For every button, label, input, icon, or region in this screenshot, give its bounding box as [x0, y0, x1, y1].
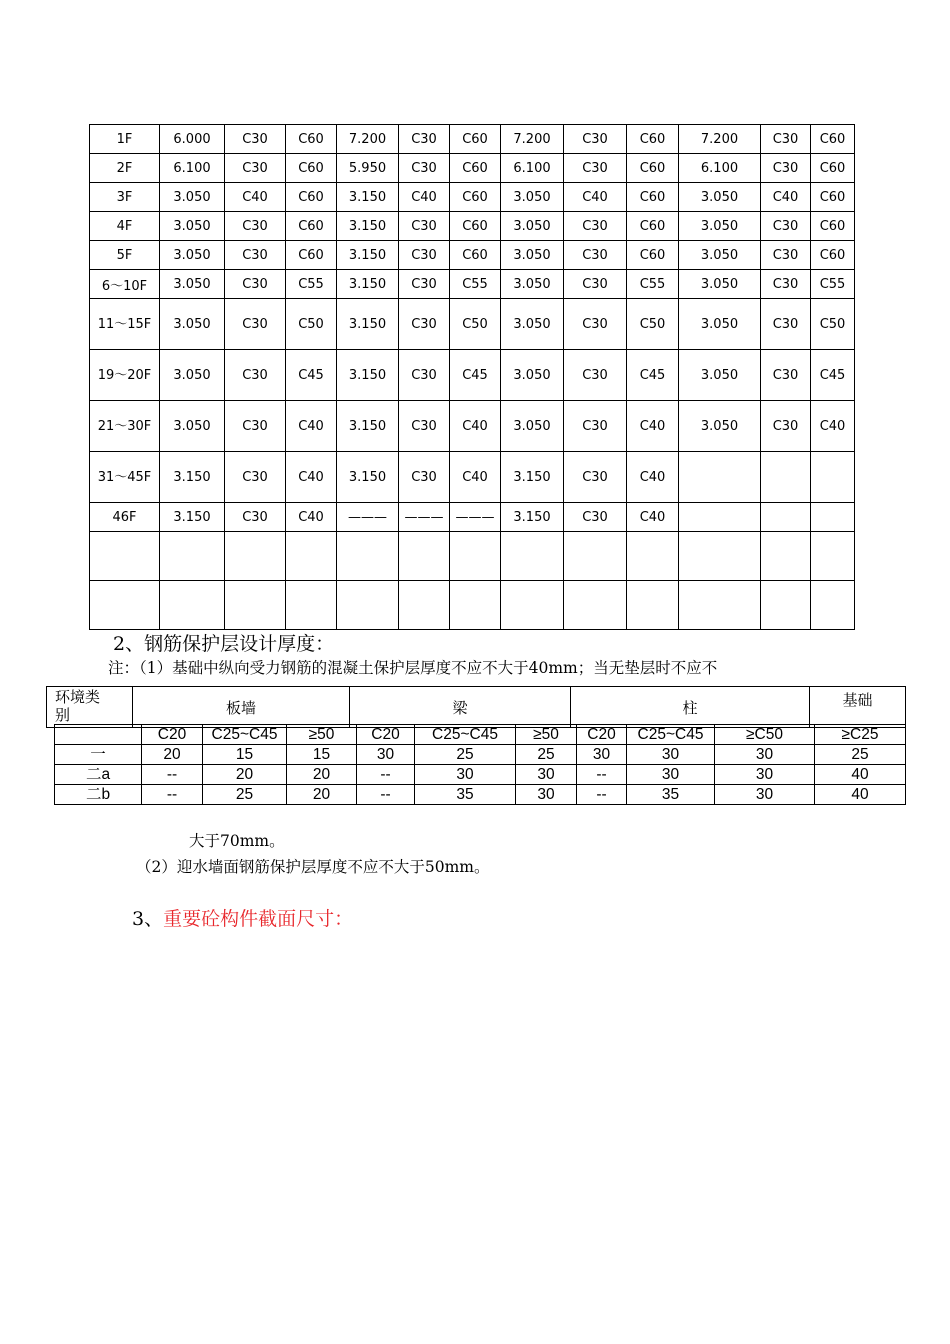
floor-cell: C40 — [286, 503, 337, 532]
cover-row — [55, 745, 906, 765]
cover-value: 30 — [715, 745, 815, 765]
floor-cell: C30 — [399, 270, 450, 299]
floor-cell: C30 — [761, 270, 811, 299]
floor-cell: 3.050 — [160, 183, 225, 212]
floor-cell: C30 — [564, 503, 627, 532]
floor-cell: C60 — [450, 183, 501, 212]
floor-cell: 3.050 — [160, 270, 225, 299]
floor-cell — [761, 581, 811, 630]
floor-cell: C30 — [399, 299, 450, 350]
grade-header: C20 — [577, 725, 627, 745]
grade-header: ≥C25 — [815, 725, 906, 745]
cover-value: 35 — [627, 785, 715, 805]
note-line-1: 注：（1）基础中纵向受力钢筋的混凝土保护层厚度不应不大于40mm；当无垫层时不应不 — [108, 659, 718, 677]
floor-cell: C30 — [225, 401, 286, 452]
floor-cell: 3.050 — [679, 350, 761, 401]
floor-cell: C30 — [761, 350, 811, 401]
floor-cell: 5.950 — [337, 154, 399, 183]
floor-cell: C30 — [564, 154, 627, 183]
floor-cell: 3.050 — [501, 241, 564, 270]
floor-cell: C30 — [761, 212, 811, 241]
floor-cell: C60 — [627, 154, 679, 183]
floor-cell: C40 — [761, 183, 811, 212]
floor-cell: 3.050 — [160, 401, 225, 452]
cover-value: 25 — [516, 745, 577, 765]
floor-cell: C30 — [225, 125, 286, 154]
floor-cell: C30 — [225, 241, 286, 270]
cover-value: 40 — [815, 785, 906, 805]
floor-cell — [450, 532, 501, 581]
floor-cell: 3.050 — [679, 241, 761, 270]
cover-value: 30 — [715, 785, 815, 805]
floor-cell: C40 — [627, 503, 679, 532]
cover-value: 30 — [516, 765, 577, 785]
floor-label — [90, 581, 160, 630]
cover-row — [55, 785, 906, 805]
floor-cell — [811, 503, 855, 532]
floor-cell: C30 — [761, 299, 811, 350]
floor-row — [90, 125, 855, 154]
cover-value: 30 — [627, 745, 715, 765]
floor-cell: C30 — [761, 241, 811, 270]
floor-cell: C40 — [399, 183, 450, 212]
cover-value: 30 — [415, 765, 516, 785]
cover-value: -- — [357, 765, 415, 785]
env-category: 二b — [55, 785, 142, 805]
floor-cell: 7.200 — [337, 125, 399, 154]
floor-cell — [679, 452, 761, 503]
floor-cell: 6.100 — [160, 154, 225, 183]
floor-cell: C60 — [627, 241, 679, 270]
floor-label: 5F — [90, 241, 160, 270]
floor-cell — [761, 503, 811, 532]
cover-value: 20 — [287, 785, 357, 805]
floor-cell — [225, 532, 286, 581]
floor-cell — [564, 532, 627, 581]
floor-cell: C60 — [286, 154, 337, 183]
grade-row-blank — [55, 725, 142, 745]
floor-cell: C60 — [811, 212, 855, 241]
floor-cell — [627, 532, 679, 581]
floor-cell: 3.150 — [337, 270, 399, 299]
cover-value: 25 — [415, 745, 516, 765]
floor-cell — [761, 452, 811, 503]
floor-cell: 3.050 — [679, 401, 761, 452]
group-header-column: 柱 — [571, 687, 810, 728]
floor-cell — [501, 581, 564, 630]
floor-cell: 3.050 — [501, 401, 564, 452]
floor-cell: C40 — [564, 183, 627, 212]
floor-cell — [450, 581, 501, 630]
floor-cell — [399, 532, 450, 581]
cover-value: -- — [357, 785, 415, 805]
floor-cell: C60 — [286, 241, 337, 270]
floor-concrete-table — [89, 124, 855, 630]
floor-label: 3F — [90, 183, 160, 212]
floor-label: 6～10F — [90, 270, 160, 299]
floor-cell: 6.100 — [501, 154, 564, 183]
floor-cell: C60 — [811, 154, 855, 183]
cover-value: 15 — [203, 745, 287, 765]
floor-cell: C30 — [564, 241, 627, 270]
floor-cell: C30 — [225, 299, 286, 350]
floor-cell: 3.150 — [337, 350, 399, 401]
floor-cell: C30 — [564, 350, 627, 401]
floor-label — [90, 532, 160, 581]
floor-cell: 3.050 — [679, 183, 761, 212]
section-2-heading: 2、钢筋保护层设计厚度： — [113, 633, 335, 655]
floor-row — [90, 183, 855, 212]
floor-cell: ——— — [450, 503, 501, 532]
cover-value: 20 — [142, 745, 203, 765]
floor-cell — [286, 581, 337, 630]
floor-cell: C60 — [450, 241, 501, 270]
floor-row — [90, 241, 855, 270]
floor-cell — [399, 581, 450, 630]
floor-label: 2F — [90, 154, 160, 183]
floor-cell: 3.050 — [501, 212, 564, 241]
floor-cell: C40 — [627, 452, 679, 503]
grade-row — [55, 725, 906, 745]
cover-value: -- — [142, 765, 203, 785]
floor-cell: ——— — [337, 503, 399, 532]
cover-value: 20 — [203, 765, 287, 785]
floor-cell: C30 — [564, 125, 627, 154]
floor-row — [90, 350, 855, 401]
floor-cell: C60 — [450, 125, 501, 154]
grade-header: C25~C45 — [203, 725, 287, 745]
floor-cell: C50 — [286, 299, 337, 350]
floor-cell — [286, 532, 337, 581]
floor-cell: C55 — [286, 270, 337, 299]
floor-cell: C30 — [564, 270, 627, 299]
group-header-foundation: 基础 — [810, 687, 906, 728]
floor-row — [90, 299, 855, 350]
floor-cell: C60 — [627, 125, 679, 154]
floor-cell: C50 — [627, 299, 679, 350]
floor-cell: C30 — [399, 452, 450, 503]
floor-cell — [160, 581, 225, 630]
floor-cell — [679, 581, 761, 630]
floor-cell: C30 — [225, 270, 286, 299]
cover-value: 25 — [203, 785, 287, 805]
floor-label: 11～15F — [90, 299, 160, 350]
floor-cell — [337, 581, 399, 630]
floor-cell — [679, 532, 761, 581]
floor-cell: C30 — [761, 125, 811, 154]
floor-cell: 3.050 — [501, 183, 564, 212]
floor-cell: 6.100 — [679, 154, 761, 183]
floor-row — [90, 270, 855, 299]
floor-cell: 3.050 — [160, 299, 225, 350]
floor-cell: C30 — [399, 125, 450, 154]
floor-cell: 3.050 — [160, 241, 225, 270]
cover-value: 20 — [287, 765, 357, 785]
floor-cell: C30 — [399, 154, 450, 183]
note-line-2: 大于70mm。 — [189, 832, 285, 850]
grade-header: C25~C45 — [415, 725, 516, 745]
floor-cell: C45 — [627, 350, 679, 401]
floor-cell: C60 — [811, 125, 855, 154]
floor-cell: 3.050 — [160, 350, 225, 401]
cover-table-header — [46, 686, 906, 728]
cover-value: -- — [577, 765, 627, 785]
floor-cell: C30 — [564, 212, 627, 241]
cover-value: 30 — [627, 765, 715, 785]
floor-label: 31～45F — [90, 452, 160, 503]
floor-cell: 3.050 — [679, 299, 761, 350]
floor-cell: 7.200 — [679, 125, 761, 154]
floor-cell: C30 — [564, 452, 627, 503]
env-category: 二a — [55, 765, 142, 785]
floor-cell: C55 — [450, 270, 501, 299]
floor-cell: C55 — [811, 270, 855, 299]
floor-cell: C50 — [450, 299, 501, 350]
floor-cell — [811, 452, 855, 503]
floor-cell: 3.050 — [501, 350, 564, 401]
floor-cell: 3.050 — [679, 270, 761, 299]
floor-cell: 3.150 — [337, 401, 399, 452]
floor-label: 19～20F — [90, 350, 160, 401]
floor-row — [90, 581, 855, 630]
floor-cell: C60 — [286, 125, 337, 154]
floor-cell: C30 — [564, 401, 627, 452]
cover-value: 15 — [287, 745, 357, 765]
floor-cell: C60 — [286, 183, 337, 212]
floor-row — [90, 401, 855, 452]
floor-cell: C60 — [450, 154, 501, 183]
floor-cell — [337, 532, 399, 581]
env-category: 一 — [55, 745, 142, 765]
floor-cell: C30 — [225, 503, 286, 532]
floor-label: 1F — [90, 125, 160, 154]
floor-cell: 3.150 — [337, 241, 399, 270]
floor-cell: C30 — [225, 452, 286, 503]
floor-cell — [160, 532, 225, 581]
cover-table-body — [54, 724, 906, 805]
section-3-title: 重要砼构件截面尺寸： — [163, 908, 354, 930]
floor-cell: 3.050 — [160, 212, 225, 241]
floor-row — [90, 503, 855, 532]
floor-cell: 3.150 — [501, 452, 564, 503]
floor-cell: C40 — [450, 452, 501, 503]
floor-cell: C60 — [811, 241, 855, 270]
floor-cell: C45 — [450, 350, 501, 401]
floor-cell — [811, 532, 855, 581]
floor-cell: 3.150 — [337, 183, 399, 212]
floor-cell: C30 — [399, 401, 450, 452]
group-header-beam: 梁 — [350, 687, 571, 728]
floor-cell: C30 — [761, 401, 811, 452]
note-line-3: （2）迎水墙面钢筋保护层厚度不应不大于50mm。 — [136, 858, 490, 876]
floor-cell: ——— — [399, 503, 450, 532]
floor-cell: 3.150 — [160, 503, 225, 532]
floor-cell: 3.050 — [501, 299, 564, 350]
floor-cell: C30 — [225, 350, 286, 401]
floor-row — [90, 212, 855, 241]
floor-cell: C60 — [627, 183, 679, 212]
grade-header: ≥C50 — [715, 725, 815, 745]
grade-header: ≥50 — [516, 725, 577, 745]
floor-cell: 3.050 — [679, 212, 761, 241]
floor-cell: 3.150 — [160, 452, 225, 503]
floor-row — [90, 154, 855, 183]
grade-header: C20 — [142, 725, 203, 745]
floor-cell — [679, 503, 761, 532]
floor-cell: C30 — [399, 350, 450, 401]
floor-cell: C60 — [811, 183, 855, 212]
cover-value: 30 — [577, 745, 627, 765]
floor-cell: 3.050 — [501, 270, 564, 299]
floor-cell: C30 — [399, 241, 450, 270]
group-header-slab-wall: 板墙 — [133, 687, 350, 728]
floor-cell: C60 — [286, 212, 337, 241]
floor-cell: 6.000 — [160, 125, 225, 154]
floor-cell: C50 — [811, 299, 855, 350]
cover-value: 40 — [815, 765, 906, 785]
floor-cell: C30 — [225, 212, 286, 241]
floor-cell: 3.150 — [337, 299, 399, 350]
floor-cell: C60 — [627, 212, 679, 241]
grade-header: C20 — [357, 725, 415, 745]
floor-label: 46F — [90, 503, 160, 532]
cover-value: -- — [577, 785, 627, 805]
cover-row — [55, 765, 906, 785]
floor-cell: C40 — [811, 401, 855, 452]
floor-cell: C45 — [811, 350, 855, 401]
floor-cell: C45 — [286, 350, 337, 401]
env-category-header: 环境类 别 — [47, 687, 133, 728]
floor-row — [90, 532, 855, 581]
floor-cell: C30 — [761, 154, 811, 183]
floor-cell: C40 — [450, 401, 501, 452]
floor-cell: C40 — [286, 452, 337, 503]
cover-value: 30 — [357, 745, 415, 765]
floor-cell — [627, 581, 679, 630]
cover-value: -- — [142, 785, 203, 805]
cover-value: 25 — [815, 745, 906, 765]
floor-cell: 3.150 — [501, 503, 564, 532]
floor-cell: C60 — [450, 212, 501, 241]
floor-cell — [501, 532, 564, 581]
floor-cell — [564, 581, 627, 630]
floor-label: 21～30F — [90, 401, 160, 452]
cover-value: 30 — [715, 765, 815, 785]
floor-cell: C30 — [564, 299, 627, 350]
floor-cell: C30 — [399, 212, 450, 241]
floor-cell — [811, 581, 855, 630]
floor-cell: 3.150 — [337, 452, 399, 503]
floor-cell: 7.200 — [501, 125, 564, 154]
floor-cell: C40 — [627, 401, 679, 452]
floor-cell: C40 — [286, 401, 337, 452]
floor-cell: C40 — [225, 183, 286, 212]
floor-label: 4F — [90, 212, 160, 241]
cover-value: 30 — [516, 785, 577, 805]
section-3-heading — [132, 904, 353, 931]
floor-row — [90, 452, 855, 503]
floor-cell — [761, 532, 811, 581]
grade-header: ≥50 — [287, 725, 357, 745]
grade-header: C25~C45 — [627, 725, 715, 745]
floor-cell: C55 — [627, 270, 679, 299]
section-3-number: 3、 — [132, 908, 164, 930]
floor-cell: C30 — [225, 154, 286, 183]
cover-value: 35 — [415, 785, 516, 805]
floor-cell — [225, 581, 286, 630]
floor-cell: 3.150 — [337, 212, 399, 241]
